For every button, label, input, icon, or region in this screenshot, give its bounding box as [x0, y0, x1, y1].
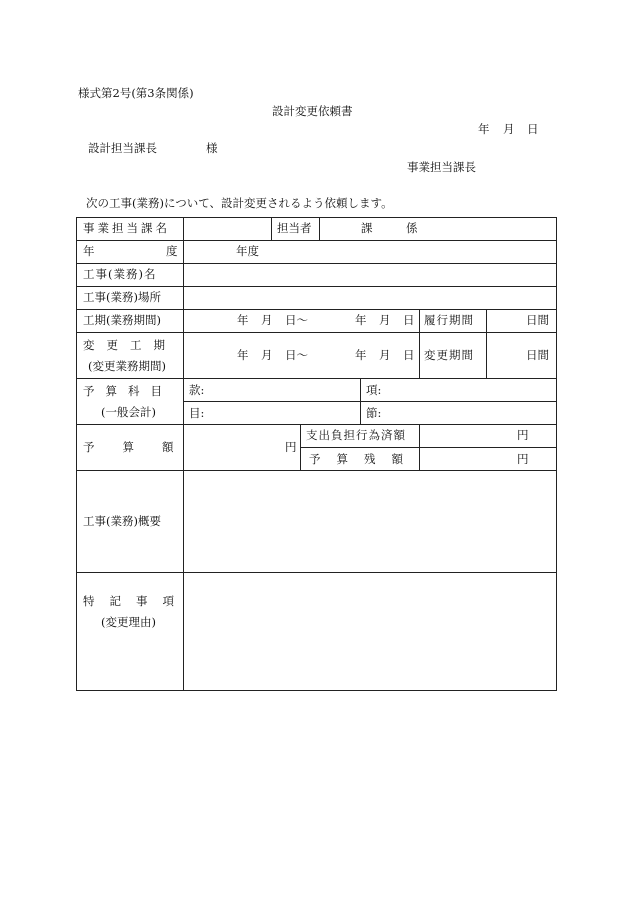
committed-amount-field[interactable]: [420, 425, 514, 447]
period-end-month: 月: [379, 313, 391, 327]
person-in-charge-label: 担当者: [277, 221, 312, 235]
dept-name-field[interactable]: [184, 218, 271, 240]
period-start-year: 年: [237, 313, 249, 327]
budget-item-label: 予算科目: [83, 384, 173, 398]
dept-name-label-text: 事業担当課名: [83, 221, 170, 235]
change-days-field[interactable]: [487, 333, 525, 378]
budget-kan-label: 款:: [189, 383, 205, 397]
addressee: 設計担当課長: [88, 141, 157, 155]
section-kakari: 係: [406, 221, 418, 235]
sender: 事業担当課長: [407, 160, 476, 174]
changed-start-year: 年: [237, 348, 249, 362]
budget-kou-label: 項:: [366, 383, 382, 397]
special-notes-field[interactable]: [184, 573, 556, 690]
project-name-field[interactable]: [184, 264, 556, 286]
document-title: 設計変更依頼書: [272, 104, 353, 118]
section-ka: 課: [361, 221, 373, 235]
budget-moku-label: 目:: [189, 406, 205, 420]
changed-start-month: 月: [261, 348, 273, 362]
intro-text: 次の工事(業務)について、設計変更されるよう依頼します。: [86, 196, 393, 210]
construction-period-field[interactable]: [184, 310, 419, 332]
project-location-field[interactable]: [184, 287, 556, 309]
project-location-label: 工事(業務)場所: [83, 290, 161, 304]
date-day: 日: [527, 122, 539, 136]
form-number: 様式第2号(第3条関係): [78, 86, 194, 100]
performance-period-label: 履行期間: [424, 313, 474, 327]
budget-setsu-field[interactable]: [387, 402, 556, 424]
period-start-day: 日〜: [285, 313, 308, 327]
changed-period-label: [83, 340, 177, 352]
changed-period-field[interactable]: [184, 333, 419, 378]
project-summary-field[interactable]: [184, 471, 556, 572]
changed-period-label-text: 変更工期: [83, 338, 177, 352]
period-end-day: 日: [403, 313, 415, 327]
construction-period-label: 工期(業務期間): [83, 313, 161, 327]
budget-remaining-unit: 円: [517, 452, 529, 466]
project-name-label: 工事(業務)名: [83, 267, 157, 281]
budget-remaining-label: 予算残額: [309, 452, 419, 466]
fiscal-year-field[interactable]: [184, 241, 556, 263]
changed-end-month: 月: [379, 348, 391, 362]
performance-days-field[interactable]: [487, 310, 525, 332]
fiscal-year-label-b: 度: [166, 244, 178, 258]
changed-end-day: 日: [403, 348, 415, 362]
period-end-year: 年: [355, 313, 367, 327]
budget-amount-label: 予算額: [83, 440, 202, 454]
budget-amount-field[interactable]: [184, 425, 282, 470]
budget-remaining-field[interactable]: [420, 448, 514, 470]
budget-kou-field[interactable]: [387, 379, 556, 401]
fiscal-year-value: 年度: [236, 244, 259, 258]
period-start-month: 月: [261, 313, 273, 327]
budget-setsu-label: 節:: [366, 406, 382, 420]
committed-amount-unit: 円: [517, 428, 529, 442]
honorific: 様: [206, 141, 218, 155]
special-notes-label: 特記事項: [83, 594, 189, 608]
budget-amount-unit: 円: [285, 440, 297, 454]
project-summary-label: 工事(業務)概要: [83, 514, 161, 528]
budget-kan-field[interactable]: [210, 379, 360, 401]
performance-period-unit: 日間: [526, 313, 549, 327]
change-duration-label: 変更期間: [424, 348, 474, 362]
committed-amount-label: 支出負担行為済額: [306, 428, 406, 442]
person-in-charge-field[interactable]: [320, 218, 556, 240]
special-notes-sublabel: (変更理由): [101, 615, 156, 629]
date-month: 月: [503, 122, 515, 136]
changed-end-year: 年: [355, 348, 367, 362]
fiscal-year-label-a: 年: [83, 244, 95, 258]
changed-period-sublabel: (変更業務期間): [88, 359, 166, 373]
change-duration-unit: 日間: [526, 348, 549, 362]
changed-start-day: 日〜: [285, 348, 308, 362]
budget-moku-field[interactable]: [210, 402, 360, 424]
date-year: 年: [478, 122, 490, 136]
budget-item-sublabel: (一般会計): [101, 405, 156, 419]
dept-name-label: [83, 223, 177, 235]
